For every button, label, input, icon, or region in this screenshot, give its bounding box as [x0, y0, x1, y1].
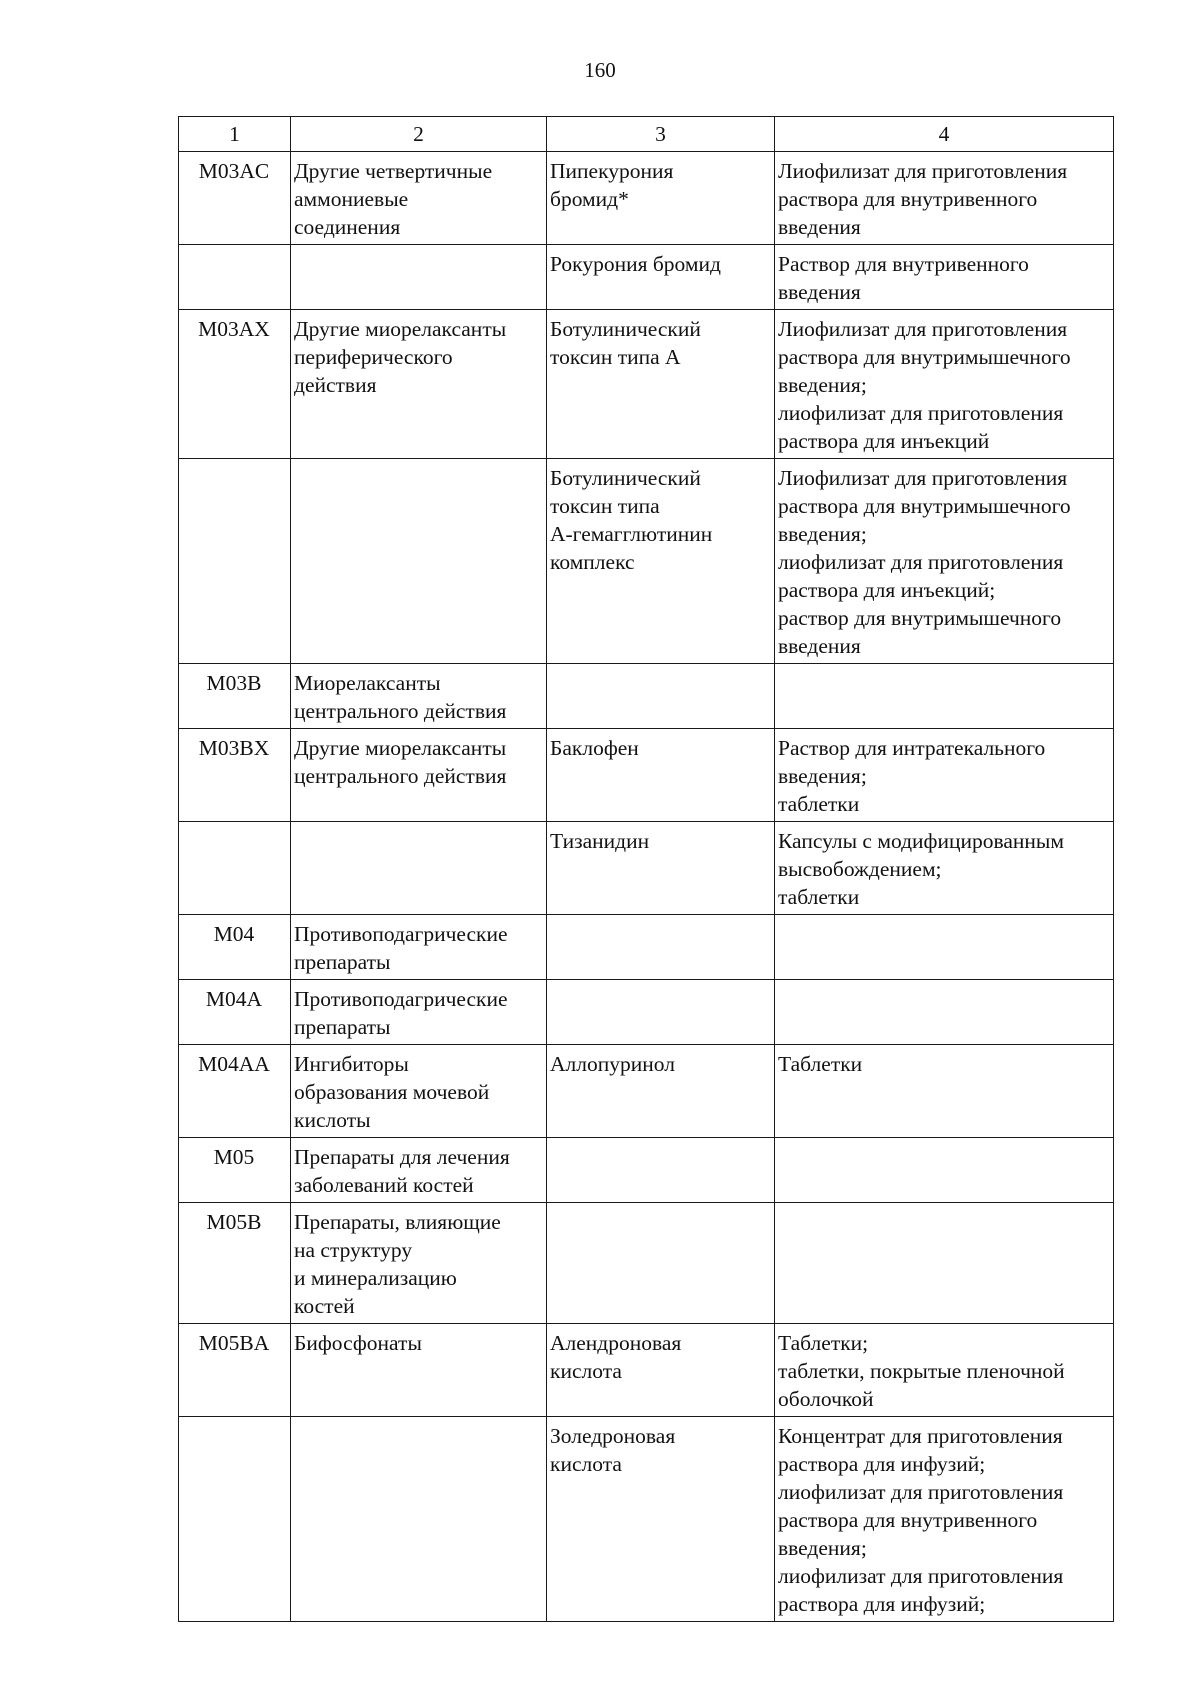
table-row	[179, 1045, 1114, 1138]
atc-code-cell	[179, 980, 291, 1045]
atc-code-cell	[179, 1203, 291, 1324]
atc-code-cell-text: M04AA	[198, 1052, 270, 1076]
dosage-form-cell	[775, 152, 1114, 245]
column-header-4: 4	[775, 117, 1114, 152]
dosage-form-cell	[775, 1417, 1114, 1622]
drug-name-cell	[547, 1203, 775, 1324]
dosage-form-cell-text: Капсулы с модифицированным высвобождением; таблетки	[778, 829, 1064, 909]
dosage-form-cell	[775, 1324, 1114, 1417]
group-name-cell-text: Ингибиторы образования мочевой кислоты	[294, 1052, 490, 1132]
dosage-form-cell	[775, 245, 1114, 310]
drug-name-cell	[547, 245, 775, 310]
atc-code-cell	[179, 822, 291, 915]
dosage-form-cell	[775, 664, 1114, 729]
dosage-form-cell-text: Таблетки	[778, 1052, 863, 1076]
drug-name-cell	[547, 664, 775, 729]
group-name-cell-text: Противоподагрические препараты	[294, 922, 508, 974]
drug-name-cell	[547, 1417, 775, 1622]
group-name-cell	[291, 1203, 547, 1324]
group-name-cell	[291, 664, 547, 729]
drug-name-cell-text: Аллопуринол	[550, 1052, 675, 1076]
group-name-cell	[291, 1138, 547, 1203]
drug-name-cell	[547, 459, 775, 664]
drug-name-cell	[547, 310, 775, 459]
dosage-form-cell	[775, 310, 1114, 459]
drug-classification-table	[178, 116, 1114, 1622]
atc-code-cell	[179, 245, 291, 310]
dosage-form-cell	[775, 1203, 1114, 1324]
drug-name-cell	[547, 1324, 775, 1417]
atc-code-cell	[179, 915, 291, 980]
group-name-cell-text: Другие четвертичные аммониевые соединения	[294, 159, 493, 239]
dosage-form-cell-text: Лиофилизат для приготовления раствора для внутримышечного введения; лиофилизат для приготовления раствора для инъекций; раствор для внутримышечного введения	[778, 466, 1071, 658]
page-number: 160	[584, 58, 616, 82]
group-name-cell	[291, 1324, 547, 1417]
drug-name-cell	[547, 915, 775, 980]
table-row	[179, 1417, 1114, 1622]
atc-code-cell-text: M04A	[205, 987, 263, 1011]
atc-code-cell-text: M03BX	[198, 736, 270, 760]
group-name-cell-text: Противоподагрические препараты	[294, 987, 508, 1039]
table-row	[179, 152, 1114, 245]
group-name-cell-text: Бифосфонаты	[294, 1331, 422, 1355]
group-name-cell	[291, 1417, 547, 1622]
atc-code-cell	[179, 152, 291, 245]
group-name-cell-text: Другие миорелаксанты периферического действия	[294, 317, 507, 397]
dosage-form-cell	[775, 729, 1114, 822]
table-header-row	[179, 117, 1114, 152]
atc-code-cell-text: M04	[213, 922, 255, 946]
table-body	[179, 152, 1114, 1622]
drug-name-cell	[547, 1045, 775, 1138]
group-name-cell	[291, 459, 547, 664]
atc-code-cell-text: M05BA	[198, 1331, 270, 1355]
dosage-form-cell	[775, 1045, 1114, 1138]
group-name-cell	[291, 729, 547, 822]
drug-name-cell	[547, 980, 775, 1045]
group-name-cell-text: Миорелаксанты центрального действия	[294, 671, 507, 723]
dosage-form-cell	[775, 915, 1114, 980]
atc-code-cell	[179, 664, 291, 729]
drug-name-cell-text: Рокурония бромид	[550, 252, 721, 276]
drug-name-cell	[547, 822, 775, 915]
table-row	[179, 310, 1114, 459]
table-row	[179, 822, 1114, 915]
dosage-form-cell-text: Концентрат для приготовления раствора для инфузий; лиофилизат для приготовления раствора для внутривенного введения; лиофилизат для приготовления раствора для инфузий;	[778, 1424, 1064, 1616]
atc-code-cell-text: M03B	[206, 671, 262, 695]
table-row	[179, 1203, 1114, 1324]
column-header-1: 1	[179, 117, 291, 152]
group-name-cell	[291, 980, 547, 1045]
atc-code-cell-text: M03AX	[198, 317, 270, 341]
group-name-cell-text: Препараты для лечения заболеваний костей	[294, 1145, 510, 1197]
atc-code-cell	[179, 729, 291, 822]
table-row	[179, 729, 1114, 822]
group-name-cell-text: Другие миорелаксанты центрального действия	[294, 736, 507, 788]
drug-name-cell-text: Пипекурония бромид*	[550, 159, 674, 211]
table-row	[179, 245, 1114, 310]
atc-code-cell-text: M05B	[206, 1210, 262, 1234]
drug-name-cell-text: Тизанидин	[550, 829, 650, 853]
column-header-2: 2	[291, 117, 547, 152]
table-row	[179, 459, 1114, 664]
group-name-cell	[291, 152, 547, 245]
atc-code-cell-text: M05	[213, 1145, 255, 1169]
atc-code-cell	[179, 1417, 291, 1622]
drug-name-cell-text: Золедроновая кислота	[550, 1424, 676, 1476]
drug-name-cell-text: Баклофен	[550, 736, 639, 760]
table-row	[179, 1324, 1114, 1417]
drug-name-cell	[547, 152, 775, 245]
group-name-cell	[291, 915, 547, 980]
dosage-form-cell-text: Лиофилизат для приготовления раствора для внутримышечного введения; лиофилизат для приготовления раствора для инъекций	[778, 317, 1071, 453]
column-header-3: 3	[547, 117, 775, 152]
atc-code-cell	[179, 310, 291, 459]
dosage-form-cell	[775, 822, 1114, 915]
group-name-cell	[291, 1045, 547, 1138]
dosage-form-cell	[775, 459, 1114, 664]
atc-code-cell	[179, 1138, 291, 1203]
drug-name-cell	[547, 1138, 775, 1203]
table-row	[179, 1138, 1114, 1203]
drug-name-cell-text: Алендроновая кислота	[550, 1331, 682, 1383]
table-row	[179, 915, 1114, 980]
group-name-cell	[291, 822, 547, 915]
dosage-form-cell-text: Раствор для внутривенного введения	[778, 252, 1029, 304]
atc-code-cell-text: M03AC	[198, 159, 270, 183]
atc-code-cell	[179, 1324, 291, 1417]
dosage-form-cell	[775, 980, 1114, 1045]
drug-name-cell	[547, 729, 775, 822]
group-name-cell	[291, 245, 547, 310]
dosage-form-cell-text: Лиофилизат для приготовления раствора для внутривенного введения	[778, 159, 1068, 239]
drug-name-cell-text: Ботулинический токсин типа А	[550, 317, 701, 369]
group-name-cell-text: Препараты, влияющие на структуру и минерализацию костей	[294, 1210, 501, 1318]
group-name-cell	[291, 310, 547, 459]
dosage-form-cell-text: Раствор для интратекального введения; таблетки	[778, 736, 1046, 816]
atc-code-cell	[179, 459, 291, 664]
drug-name-cell-text: Ботулинический токсин типа А-гемагглютинин комплекс	[550, 466, 713, 574]
atc-code-cell	[179, 1045, 291, 1138]
dosage-form-cell	[775, 1138, 1114, 1203]
dosage-form-cell-text: Таблетки; таблетки, покрытые пленочной оболочкой	[778, 1331, 1065, 1411]
table-row	[179, 664, 1114, 729]
table-row	[179, 980, 1114, 1045]
